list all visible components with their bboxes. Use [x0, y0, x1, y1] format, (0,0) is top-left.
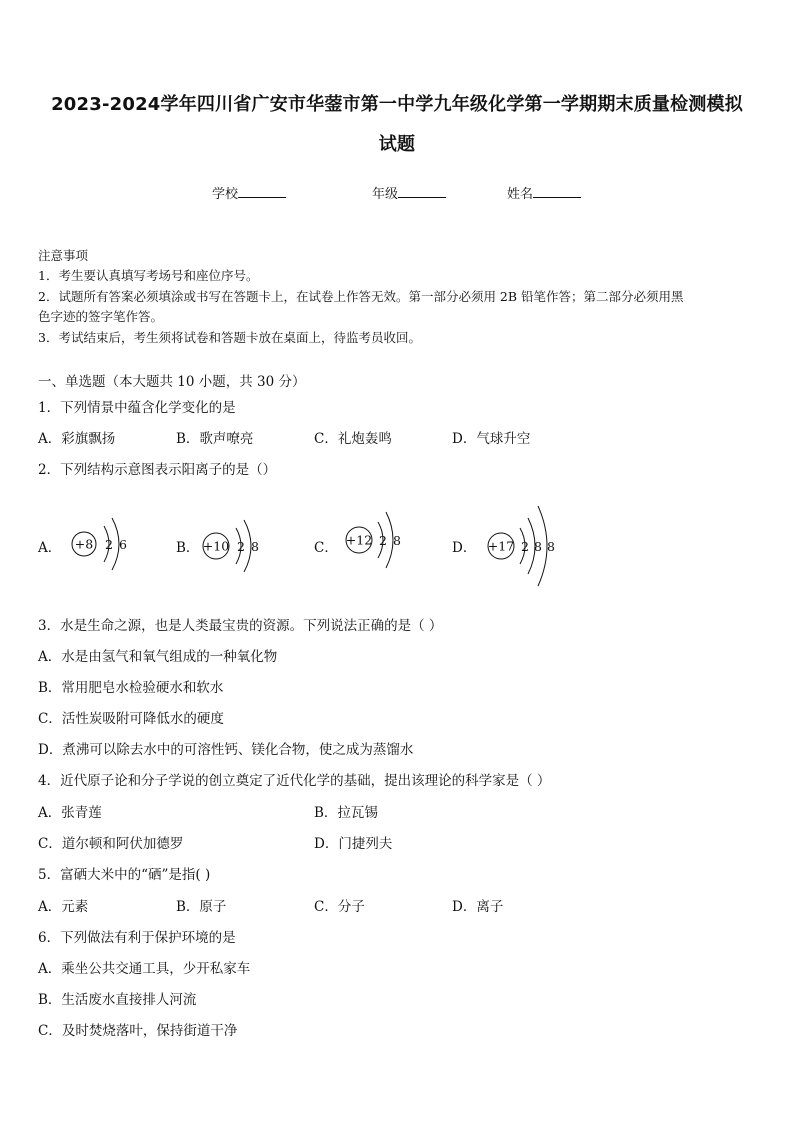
shell-electron-count: 8 [534, 539, 542, 554]
option-a[interactable]: A．水是由氢气和氧气组成的一种氧化物 [38, 649, 278, 665]
page-title-continued: 试题 [378, 134, 416, 155]
question-stem: 5．富硒大米中的“硒”是指( ) [38, 867, 211, 883]
atom-diagram-b [200, 508, 272, 580]
nucleus-charge: +17 [487, 538, 515, 554]
option-b[interactable]: B． [176, 540, 200, 556]
page-title: 2023-2024学年四川省广安市华蓥市第一中学九年级化学第一学期期末质量检测模拟 [51, 94, 743, 115]
shell-electron-count: 8 [547, 539, 555, 554]
notice-item: 3．考试结束后，考生须将试卷和答题卡放在桌面上，待监考员收回。 [38, 330, 421, 345]
option-d[interactable]: D．煮沸可以除去水中的可溶性钙、镁化合物，使之成为蒸馏水 [38, 742, 414, 758]
shell-electron-count: 6 [119, 537, 127, 552]
atom-diagram-a [68, 508, 140, 580]
option-a[interactable]: A．元素 [38, 899, 89, 915]
school-label: 学校 [212, 187, 239, 202]
option-a[interactable]: A．张青莲 [38, 805, 102, 821]
grade-field [372, 183, 446, 202]
option-a[interactable]: A．乘坐公共交通工具，少开私家车 [38, 961, 251, 977]
school-field [212, 183, 286, 202]
name-label: 姓名 [507, 187, 534, 202]
grade-blank[interactable] [398, 185, 446, 198]
notice-item: 1．考生要认真填写考场号和座位序号。 [38, 268, 259, 283]
electron-shell-arc [386, 512, 393, 568]
option-b[interactable]: B．拉瓦锡 [314, 805, 378, 821]
nucleus-charge: +8 [74, 536, 94, 552]
name-blank[interactable] [533, 185, 581, 198]
question-stem: 6．下列做法有利于保护环境的是 [38, 930, 236, 946]
option-d[interactable]: D．离子 [452, 899, 504, 915]
shell-electron-count: 2 [521, 539, 529, 554]
option-c[interactable]: C．分子 [314, 899, 365, 915]
option-c[interactable]: C． [314, 540, 338, 556]
shell-electron-count: 8 [393, 533, 401, 548]
option-d[interactable]: D．气球升空 [452, 431, 531, 447]
question-stem: 3．水是生命之源，也是人类最宝贵的资源。下列说法正确的是（ ） [38, 618, 443, 634]
option-b[interactable]: B．歌声嘹亮 [176, 431, 254, 447]
option-c[interactable]: C．道尔顿和阿伏加德罗 [38, 836, 184, 852]
electron-shell-arc [244, 520, 251, 572]
school-blank[interactable] [238, 185, 286, 198]
option-c[interactable]: C．活性炭吸附可降低水的硬度 [38, 711, 224, 727]
question-stem: 2．下列结构示意图表示阳离子的是（） [38, 462, 277, 478]
question-stem: 4．近代原子论和分子学说的创立奠定了近代化学的基础，提出该理论的科学家是（ ） [38, 773, 551, 789]
atom-diagram-d [484, 500, 568, 590]
question-stem: 1．下列情景中蕴含化学变化的是 [38, 400, 236, 416]
option-b[interactable]: B．原子 [176, 899, 227, 915]
name-field [507, 183, 581, 202]
nucleus-charge: +10 [202, 538, 230, 554]
notice-item: 色字迹的签字笔作答。 [38, 309, 164, 324]
option-b[interactable]: B．常用肥皂水检验硬水和软水 [38, 680, 224, 696]
shell-electron-count: 2 [237, 539, 245, 554]
atom-diagram-c [342, 504, 414, 576]
grade-label: 年级 [372, 187, 399, 202]
option-c[interactable]: C．及时焚烧落叶，保持街道干净 [38, 1023, 238, 1039]
shell-electron-count: 8 [251, 539, 259, 554]
option-c[interactable]: C．礼炮轰鸣 [314, 431, 392, 447]
option-a[interactable]: A．彩旗飘扬 [38, 431, 116, 447]
option-a[interactable]: A． [38, 540, 62, 556]
shell-electron-count: 2 [105, 537, 113, 552]
section-heading: 一、单选题（本大题共 10 小题，共 30 分） [38, 374, 306, 390]
shell-electron-count: 2 [379, 533, 387, 548]
electron-shell-arc [112, 518, 119, 570]
nucleus-charge: +12 [345, 532, 373, 548]
notice-heading: 注意事项 [38, 248, 89, 263]
option-d[interactable]: D． [452, 540, 477, 556]
option-b[interactable]: B．生活废水直接排人河流 [38, 992, 197, 1008]
option-d[interactable]: D．门捷列夫 [314, 836, 393, 852]
notice-item: 2．试题所有答案必须填涂或书写在答题卡上，在试卷上作答无效。第一部分必须用 2B 铅笔作答；第二部分必须用黑 [38, 289, 684, 304]
